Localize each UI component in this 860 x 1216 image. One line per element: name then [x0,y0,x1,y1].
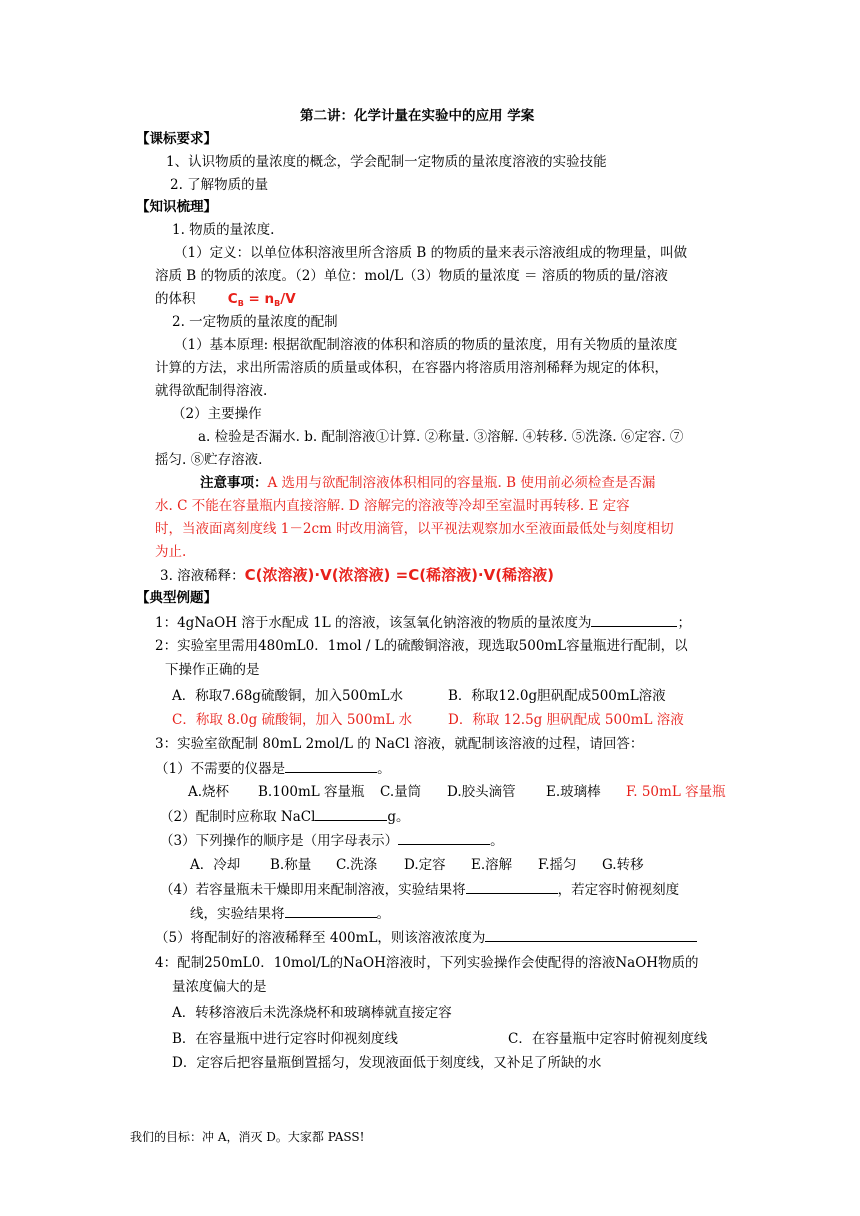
q3-1-end: 。 [377,761,391,777]
q3-3-option-g: G.转移 [602,857,644,873]
notes-line-2: 水. C 不能在容量瓶内直接溶解. D 溶解完的溶液等冷却至室温时再转移. E 定容 [155,498,630,514]
q3-4-line-2 [190,903,390,924]
p1-line-2: 溶质 B 的物质的浓度。（2）单位：mol/L（3）物质的量浓度 ＝ 溶质的物质的量/溶液 [155,268,668,284]
standards-item-2: 2. 了解物质的量 [170,177,269,193]
q3-4-text-2: 线，实验结果将 [190,906,285,922]
notes-line-3: 时，当液面离刻度线 1－2cm 时改用滴管，以平视法观察加水至液面最低处与刻度相切 [155,521,674,537]
q3-5-answer-blank[interactable] [485,927,697,942]
q3-1-text: （1）不需要的仪器是 [155,761,286,777]
standards-item-1: 1、认识物质的量浓度的概念，学会配制一定物质的量浓度溶液的实验技能 [166,154,607,170]
p2-op-line-1: a. 检验是否漏水. b. 配制溶液①计算. ②称量. ③溶解. ④转移. ⑤洗涤. ⑥定容. ⑦ [198,429,684,445]
q3-5 [155,927,697,948]
examples-heading: 【典型例题】 [136,590,217,606]
p2-title: 2. 一定物质的量浓度的配制 [172,314,338,330]
notes-label: 注意事项： [200,475,268,491]
q3-3-option-e: E.溶解 [471,857,513,873]
p3-line [160,565,554,586]
q2-line-2: 下操作正确的是 [165,662,260,678]
formula-sub-b2: B [274,299,281,308]
q3-2-text: （2）配制时应称取 NaCl [160,809,316,825]
p1-line-3-text: 的体积 [155,291,196,307]
q4-option-b: B．在容量瓶中进行定容时仰视刻度线 [172,1031,398,1047]
q3-1-answer-blank[interactable] [285,758,377,773]
q3-3-answer-blank[interactable] [398,830,490,845]
q3-3-option-d: D.定容 [404,857,446,873]
q1-text: 1：4gNaOH 溶于水配成 1L 的溶液，该氢氧化钠溶液的物质的量浓度为 [155,615,592,631]
q3-4-end: 。 [376,906,390,922]
q3-4-line-1 [160,879,679,900]
p1-line-1: （1）定义：以单位体积溶液里所含溶质 B 的物质的量来表示溶液组成的物理量，叫做 [174,245,688,261]
q3-3-end: 。 [490,833,504,849]
q3-1-option-d: D.胶头滴管 [447,784,516,800]
q3-1-option-c: C.量筒 [380,784,422,800]
q3-2 [160,806,410,827]
notes-line-1 [200,473,655,493]
q1-end: ； [677,615,691,631]
standards-heading: 【课标要求】 [136,131,217,147]
knowledge-heading: 【知识梳理】 [136,199,217,215]
q3-1-option-f: F. 50mL 容量瓶 [626,784,726,800]
q3-1 [155,758,391,779]
formula-end: /V [280,291,296,307]
q1-answer-blank[interactable] [591,612,677,627]
p1-title: 1. 物质的量浓度. [172,222,275,238]
p2-op-title: （2）主要操作 [172,406,262,422]
q3-5-text: （5）将配制好的溶液稀释至 400mL，则该溶液浓度为 [155,930,486,946]
q3-3-text: （3）下列操作的顺序是（用字母表示） [160,833,399,849]
p2-line-2: 计算的方法，求出所需溶质的质量或体积，在容器内将溶质用溶剂稀释为规定的体积， [155,360,668,376]
p1-line-3 [155,289,296,314]
q3-2-end: g。 [387,809,410,825]
q3-3-option-f: F.摇匀 [538,857,577,873]
q1 [155,612,691,633]
q3-3 [160,830,504,851]
q3-2-answer-blank[interactable] [315,806,387,821]
q4-option-d: D．定容后把容量瓶倒置摇匀，发现液面低于刻度线，又补足了所缺的水 [172,1055,602,1071]
p2-op-line-2: 摇匀. ⑧贮存溶液. [155,452,263,468]
formula-mid: = n [243,291,275,307]
q2-option-b: B．称取12.0g胆矾配成500mL溶液 [448,688,666,704]
q2-line-1: 2：实验室里需用480mL0．1mol / L的硫酸铜溶液，现选取500mL容量瓶进行配制，以 [155,638,688,654]
q4-line-1: 4：配制250mL0．10mol/L的NaOH溶液时，下列实验操作会使配得的溶液NaOH物质的 [155,955,699,971]
notes-line-4: 为止. [155,544,187,560]
q3-3-option-a: A．冷却 [190,857,241,873]
q3-4-text: （4）若容量瓶未干燥即用来配制溶液，实验结果将 [160,882,466,898]
q2-option-d: D．称取 12.5g 胆矾配成 500mL 溶液 [448,712,684,728]
q2-option-a: A．称取7.68g硫酸铜，加入500mL水 [172,688,403,704]
q3-1-option-e: E.玻璃棒 [546,784,601,800]
formula-c: C [227,291,238,307]
q2-option-c: C．称取 8.0g 硫酸铜，加入 500mL 水 [172,712,413,728]
notes-text-1: A 选用与欲配制溶液体积相同的容量瓶. B 使用前必须检查是否漏 [267,475,656,491]
p2-line-1: （1）基本原理: 根据欲配制溶液的体积和溶质的物质的量浓度，用有关物质的量浓度 [174,337,678,353]
q3-1-option-b: B.100mL 容量瓶 [258,784,365,800]
q4-option-a: A．转移溶液后未洗涤烧杯和玻璃棒就直接定容 [172,1005,452,1021]
q4-line-2: 量浓度偏大的是 [172,979,267,995]
page-footer: 我们的目标：冲 A，消灭 D。大家都 PASS! [130,1130,365,1144]
q4-option-c: C．在容量瓶中定容时俯视刻度线 [508,1031,708,1047]
q3-4-mid: ，若定容时俯视刻度 [557,882,680,898]
q3-4-answer-blank-1[interactable] [466,879,558,894]
dilution-formula: C(浓溶液)·V(浓溶液) =C(稀溶液)·V(稀溶液) [244,566,554,584]
q3-3-option-b: B.称量 [270,857,312,873]
p2-line-3: 就得欲配制得溶液. [155,383,268,399]
q3-4-answer-blank-2[interactable] [285,903,377,918]
concentration-formula [228,291,296,307]
q3-intro: 3：实验室欲配制 80mL 2mol/L 的 NaCl 溶液，就配制该溶液的过程，请回答： [155,736,644,752]
page-title: 第二讲：化学计量在实验中的应用 学案 [300,108,535,124]
p3-title: 3. 溶液稀释： [160,568,245,584]
formula-sub-b1: B [237,299,244,308]
q3-1-option-a: A.烧杯 [188,784,230,800]
q3-3-option-c: C.洗涤 [336,857,378,873]
